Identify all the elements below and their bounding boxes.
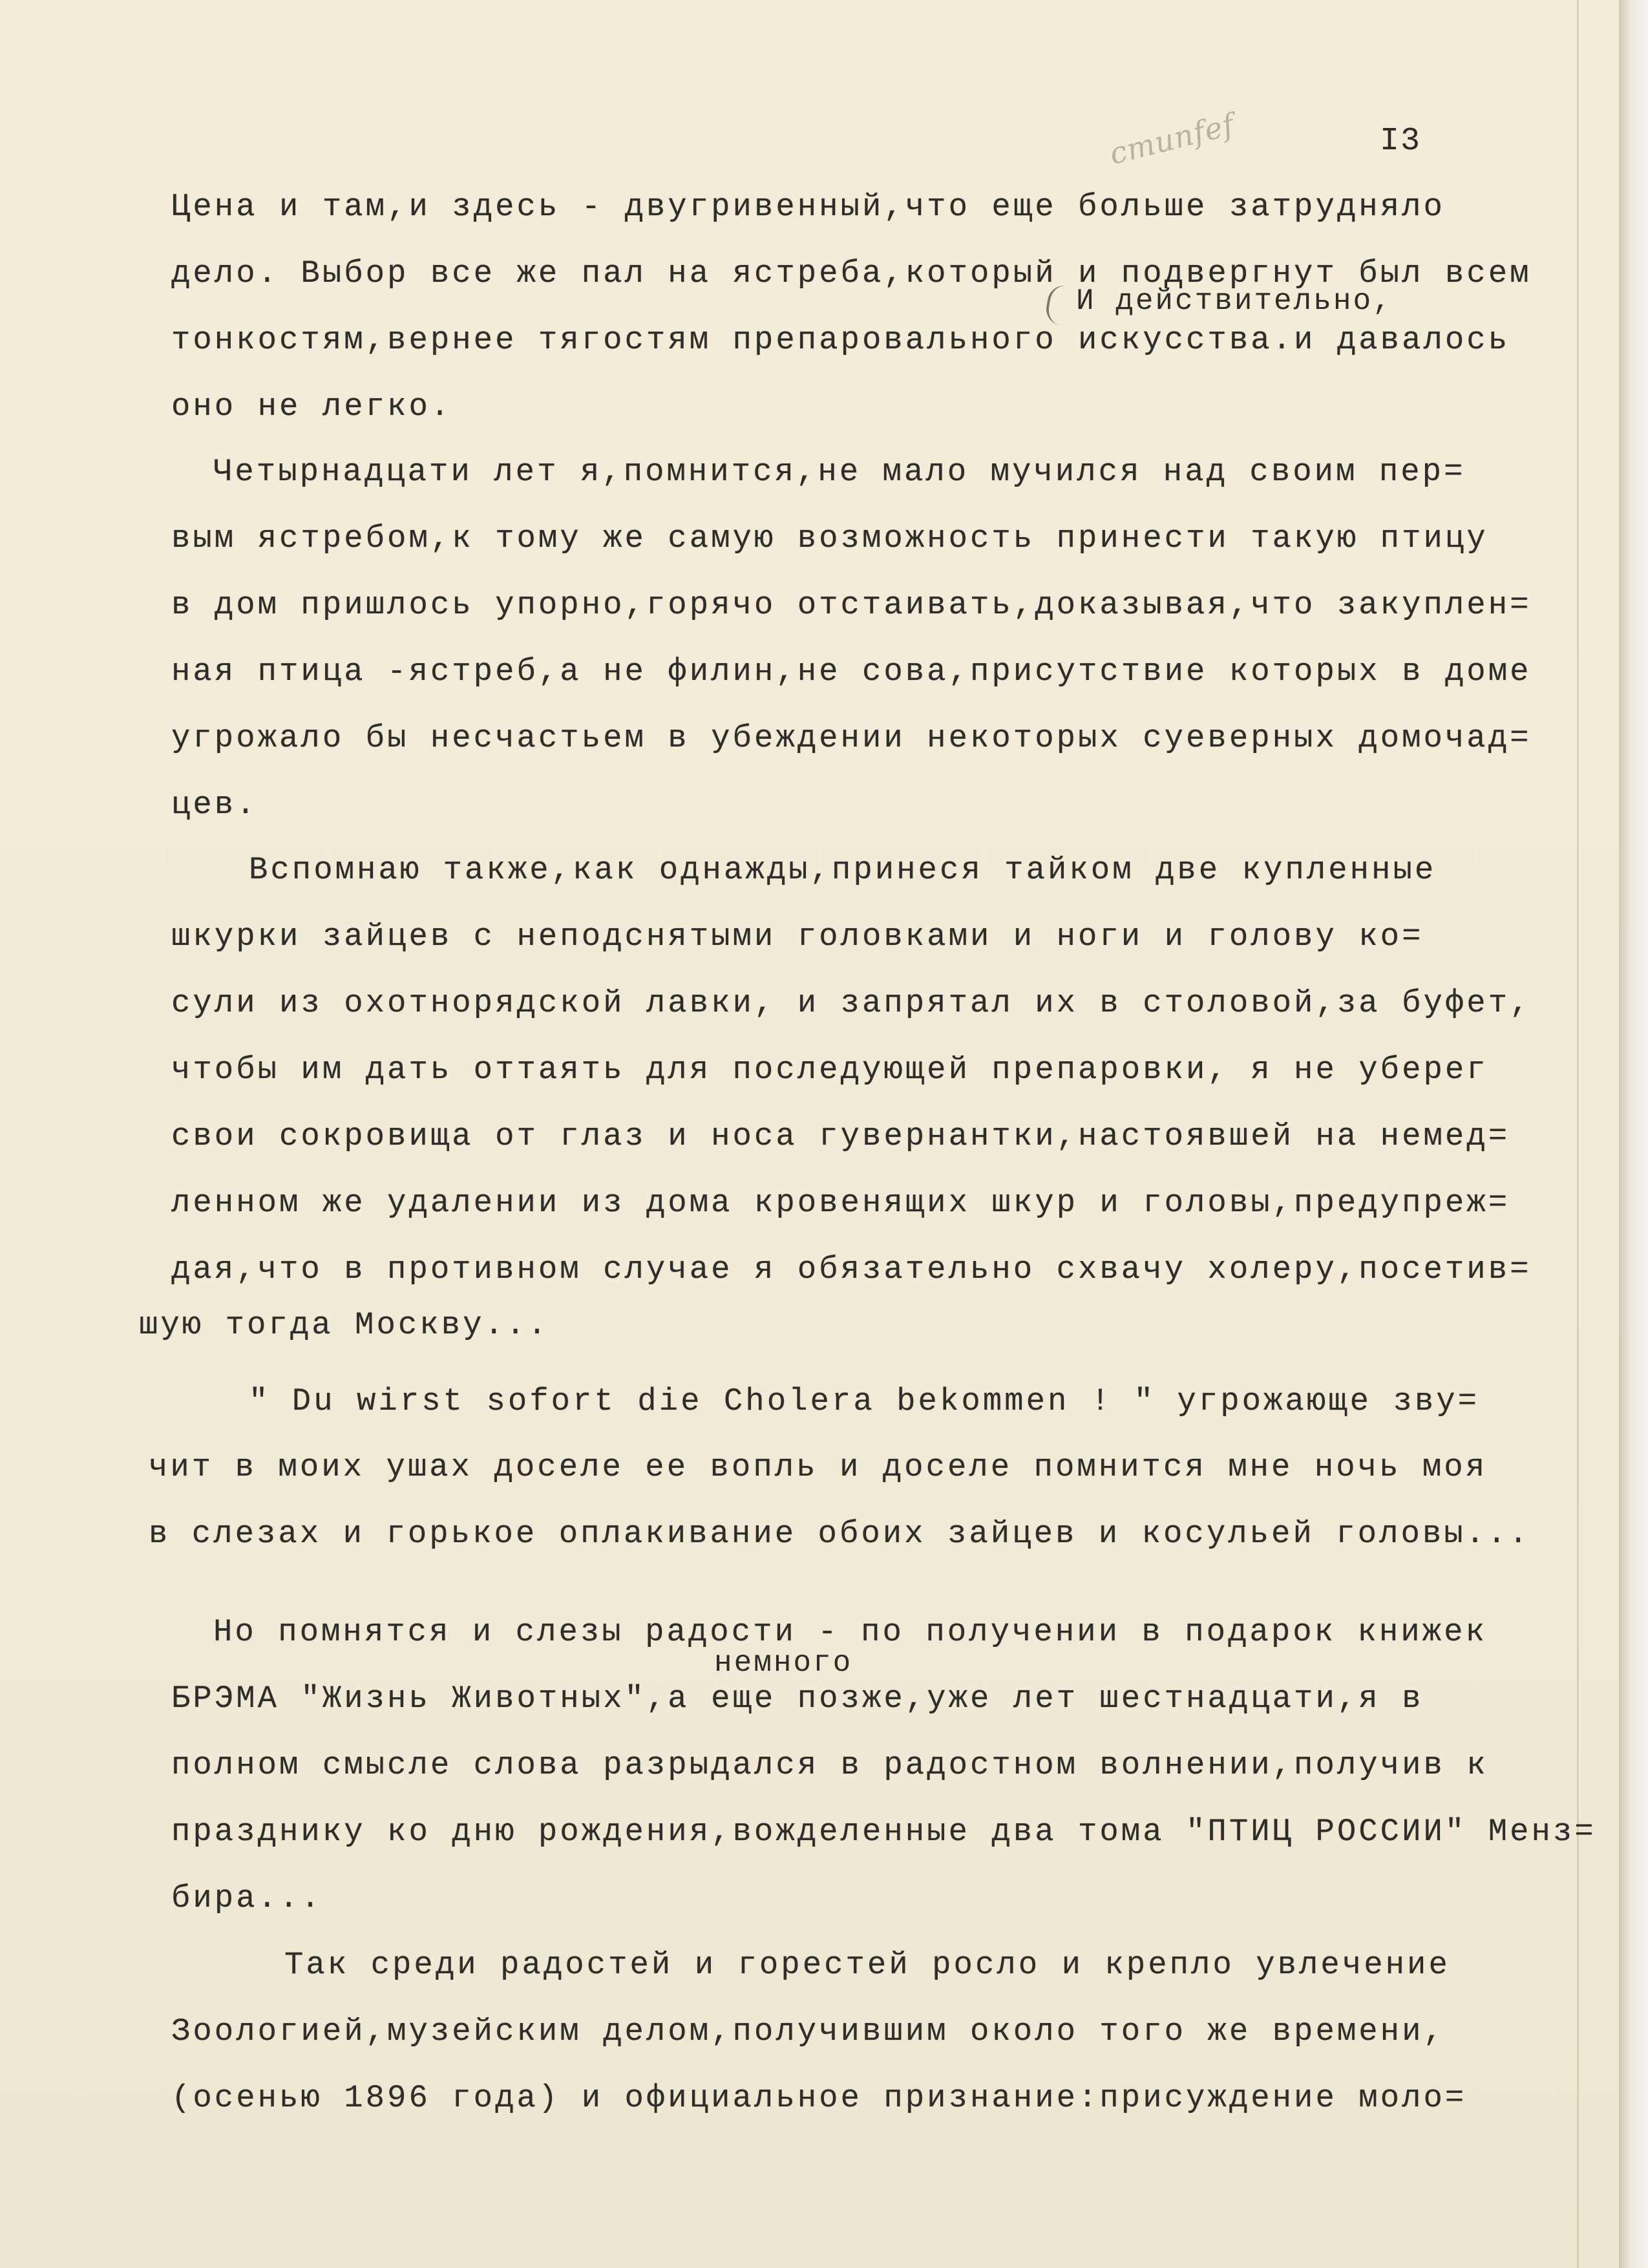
- quote-line-1: " Du wirst sofort die Cholera bekommen ! " угрожающе зву=: [249, 1383, 1480, 1419]
- text-line-5: Четырнадцати лет я,помнится,не мало мучился над своим пер=: [213, 454, 1466, 490]
- text-line-22: Но помнятся и слезы радости - по получении в подарок книжек: [213, 1614, 1487, 1650]
- text-line-12: шкурки зайцев с неподснятыми головками и ноги и голову ко=: [171, 918, 1424, 955]
- text-line-29: (осенью 1896 года) и официальное признание:присуждение моло=: [171, 2080, 1467, 2116]
- text-line-17: дая,что в противном случае я обязательно схвачу холеру,посетив=: [171, 1251, 1532, 1288]
- text-line-23: БРЭМА "Жизнь Животных",а еще позже,уже лет шестнадцати,я в: [171, 1680, 1424, 1717]
- text-line-18: шую тогда Москву...: [139, 1307, 549, 1343]
- text-line-15: свои сокровища от глаз и носа гувернантки,настоявшей на немед=: [171, 1118, 1510, 1154]
- text-line-13: сули из охотнорядской лавки, и запрятал их в столовой,за буфет,: [171, 985, 1532, 1021]
- page-fold-line: [1577, 0, 1579, 2268]
- text-line-16: ленном же удалении из дома кровенящих шкур и головы,предупреж=: [171, 1185, 1510, 1221]
- text-line-6: вым ястребом,к тому же самую возможность принести такую птицу: [171, 520, 1488, 556]
- text-line-27: Так среди радостей и горестей росло и крепло увлечение: [284, 1947, 1450, 1983]
- typed-insert-2: немного: [714, 1646, 853, 1680]
- text-line-14: чтобы им дать оттаять для последующей препаровки, я не уберег: [171, 1052, 1488, 1088]
- quote-line-2: чит в моих ушах доселе ее вопль и доселе помнится мне ночь моя: [149, 1449, 1488, 1485]
- handwritten-insert-1: И действительно,: [1076, 284, 1393, 318]
- text-line-24: полном смысле слова разрыдался в радостном волнении,получив к: [171, 1747, 1488, 1783]
- text-line-10: цев.: [171, 787, 258, 823]
- text-line-8: ная птица -ястреб,а не филин,не сова,присутствие которых в доме: [171, 653, 1532, 690]
- scan-background-edge: [1619, 0, 1648, 2268]
- text-line-25: празднику ко дню рождения,вожделенные два тома "ПТИЦ РОССИИ" Менз=: [171, 1814, 1596, 1850]
- text-line-11: Вспомнаю также,как однажды,принеся тайком две купленные: [249, 852, 1437, 888]
- text-line-26: бира...: [171, 1880, 322, 1916]
- text-line-9: угрожало бы несчастьем в убеждении некоторых суеверных домочад=: [171, 720, 1532, 756]
- text-line-1: Цена и там,и здесь - двугривенный,что еще больше затрудняло: [171, 189, 1445, 225]
- quote-line-3: в слезах и горькое оплакивание обоих зайцев и косульей головы...: [149, 1516, 1530, 1552]
- text-line-2: дело. Выбор все же пал на ястреба,который и подвергнут был всем: [171, 255, 1532, 291]
- pencil-annotation: cmunfef: [1106, 106, 1238, 172]
- text-line-7: в дом пришлось упорно,горячо отстаивать,доказывая,что закуплен=: [171, 587, 1532, 623]
- text-line-3: тонкостям,вернее тягостям препаровального искусства.и давалось: [171, 322, 1510, 358]
- text-line-4: оно не легко.: [171, 388, 452, 425]
- text-line-28: Зоологией,музейским делом,получившим около того же времени,: [171, 2013, 1445, 2050]
- page-number: I3: [1380, 123, 1422, 160]
